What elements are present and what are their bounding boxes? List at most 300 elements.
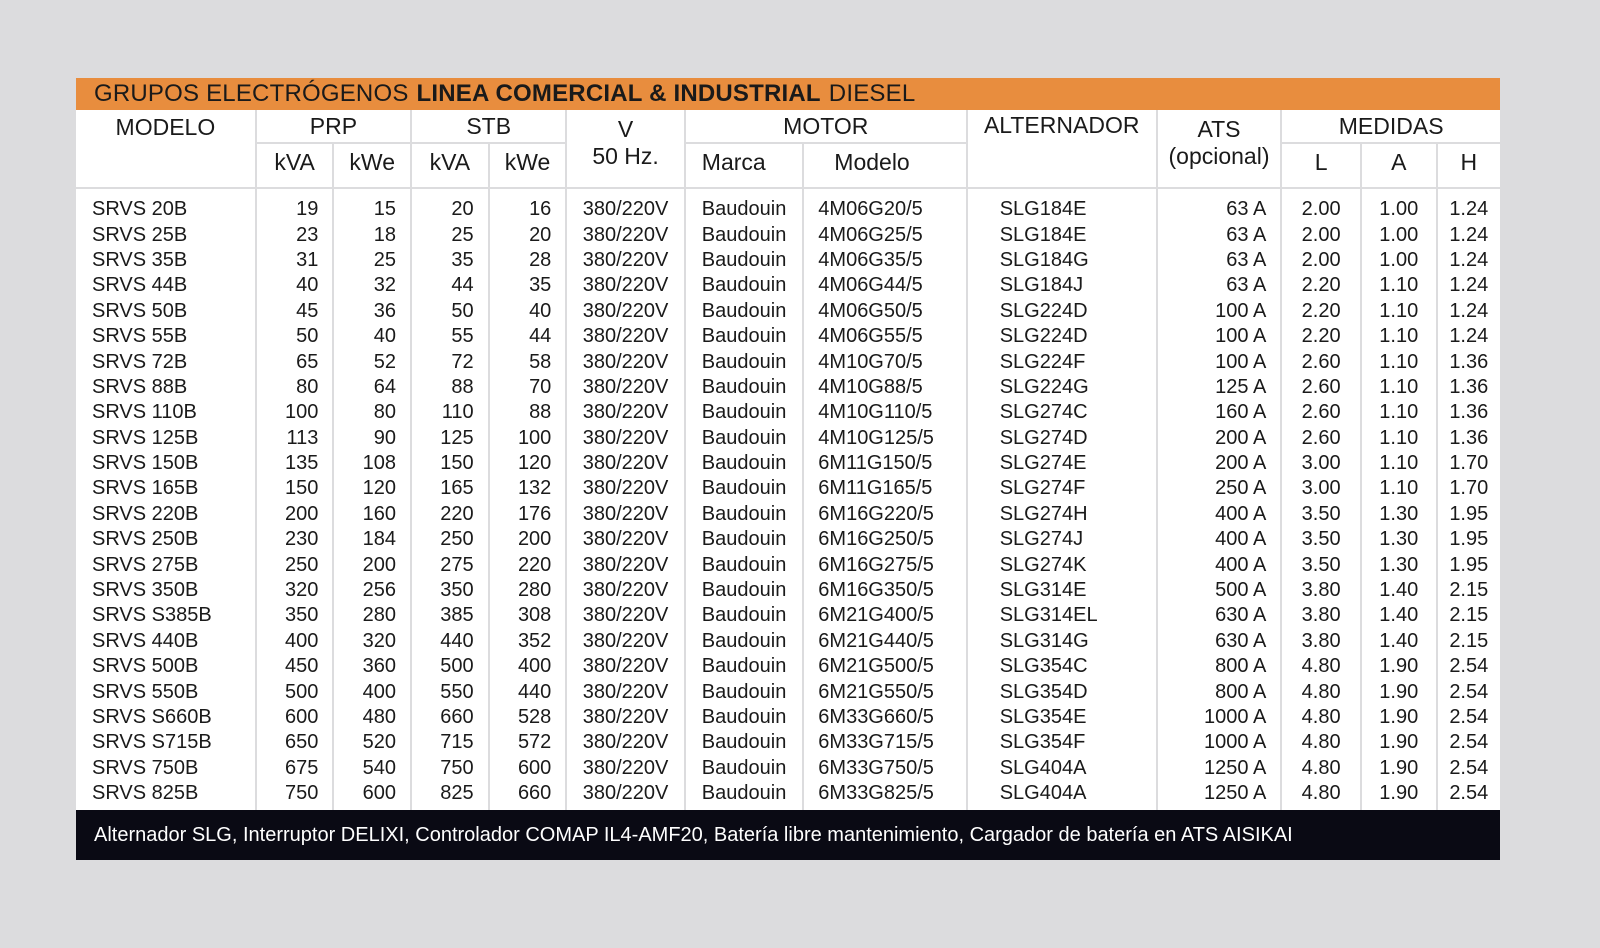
cell-l: 2.60 xyxy=(1281,375,1361,400)
cell-l: 3.00 xyxy=(1281,451,1361,476)
cell-stb-kwe: 176 xyxy=(489,502,567,527)
header-marca: Marca xyxy=(685,143,803,180)
cell-h: 1.70 xyxy=(1449,452,1489,475)
cell-alternador: SLG274C xyxy=(967,400,1157,425)
cell-alternador: SLG404A xyxy=(967,756,1157,781)
cell-stb-kva: 110 xyxy=(411,400,489,425)
cell-prp-kva: 100 xyxy=(256,400,334,425)
cell-l: 4.80 xyxy=(1281,654,1361,679)
cell-ats: 200 A xyxy=(1157,426,1282,451)
cell-h: 1.95 xyxy=(1449,553,1489,576)
cell-modelo: SRVS 550B xyxy=(76,679,256,704)
cell-marca: Baudouin xyxy=(685,375,803,400)
cell-motor-modelo: 6M33G750/5 xyxy=(803,756,966,781)
cell-prp-kwe: 108 xyxy=(333,451,411,476)
cell-stb-kwe: 440 xyxy=(489,679,567,704)
cell-motor-modelo: 6M11G150/5 xyxy=(803,451,966,476)
cell-alternador: SLG314G xyxy=(967,629,1157,654)
table-row xyxy=(76,705,1500,730)
cell-l: 2.00 xyxy=(1281,222,1361,247)
cell-l: 2.60 xyxy=(1281,400,1361,425)
cell-stb-kwe: 28 xyxy=(489,248,567,273)
cell-modelo: SRVS 750B xyxy=(76,756,256,781)
cell-marca: Baudouin xyxy=(685,222,803,247)
cell-alternador: SLG184J xyxy=(967,273,1157,298)
title-prefix: GRUPOS ELECTRÓGENOS xyxy=(94,80,409,107)
cell-h: 2.15 xyxy=(1449,579,1489,602)
table-row xyxy=(76,248,1500,273)
header-ats: ATS xyxy=(1157,110,1282,143)
cell-motor-modelo: 4M10G88/5 xyxy=(803,375,966,400)
cell-alternador: SLG274H xyxy=(967,502,1157,527)
cell-marca: Baudouin xyxy=(685,603,803,628)
cell-l: 2.20 xyxy=(1281,299,1361,324)
cell-motor-modelo: 4M10G110/5 xyxy=(803,400,966,425)
cell-modelo: SRVS S660B xyxy=(76,705,256,730)
cell-h: 1.24 xyxy=(1449,325,1489,348)
cell-h: 1.24 xyxy=(1449,198,1489,221)
table-row xyxy=(76,188,1500,222)
cell-voltage: 380/220V xyxy=(566,299,684,324)
cell-l: 3.00 xyxy=(1281,476,1361,501)
cell-marca: Baudouin xyxy=(685,426,803,451)
cell-h: 1.36 xyxy=(1449,375,1489,398)
cell-prp-kwe: 280 xyxy=(333,603,411,628)
cell-modelo: SRVS 500B xyxy=(76,654,256,679)
cell-stb-kwe: 100 xyxy=(489,426,567,451)
cell-prp-kva: 650 xyxy=(256,730,334,755)
cell-stb-kva: 55 xyxy=(411,324,489,349)
cell-l: 3.50 xyxy=(1281,502,1361,527)
cell-modelo: SRVS S715B xyxy=(76,730,256,755)
cell-h: 1.70 xyxy=(1449,477,1489,500)
cell-prp-kva: 19 xyxy=(256,188,334,222)
cell-alternador: SLG274K xyxy=(967,552,1157,577)
cell-marca: Baudouin xyxy=(685,451,803,476)
cell-stb-kwe: 280 xyxy=(489,578,567,603)
cell-stb-kva: 20 xyxy=(411,188,489,222)
cell-modelo: SRVS 440B xyxy=(76,629,256,654)
cell-modelo: SRVS S385B xyxy=(76,603,256,628)
cell-l: 2.20 xyxy=(1281,324,1361,349)
cell-marca: Baudouin xyxy=(685,349,803,374)
cell-alternador: SLG354D xyxy=(967,679,1157,704)
cell-l: 3.80 xyxy=(1281,629,1361,654)
cell-stb-kva: 125 xyxy=(411,426,489,451)
cell-voltage: 380/220V xyxy=(566,781,684,810)
cell-prp-kva: 230 xyxy=(256,527,334,552)
cell-alternador: SLG224D xyxy=(967,299,1157,324)
cell-ats: 400 A xyxy=(1157,527,1282,552)
cell-prp-kwe: 184 xyxy=(333,527,411,552)
cell-h: 1.95 xyxy=(1449,528,1489,551)
cell-a: 1.10 xyxy=(1361,400,1437,425)
table-row xyxy=(76,679,1500,704)
cell-marca: Baudouin xyxy=(685,324,803,349)
cell-stb-kwe: 20 xyxy=(489,222,567,247)
cell-voltage: 380/220V xyxy=(566,451,684,476)
cell-modelo: SRVS 250B xyxy=(76,527,256,552)
cell-voltage: 380/220V xyxy=(566,527,684,552)
cell-motor-modelo: 4M06G35/5 xyxy=(803,248,966,273)
cell-ats: 250 A xyxy=(1157,476,1282,501)
cell-prp-kva: 750 xyxy=(256,781,334,810)
cell-voltage: 380/220V xyxy=(566,679,684,704)
cell-ats: 63 A xyxy=(1157,222,1282,247)
header-modelo: MODELO xyxy=(76,110,256,180)
cell-voltage: 380/220V xyxy=(566,222,684,247)
cell-l: 3.80 xyxy=(1281,578,1361,603)
cell-voltage: 380/220V xyxy=(566,188,684,222)
cell-voltage: 380/220V xyxy=(566,756,684,781)
cell-modelo: SRVS 35B xyxy=(76,248,256,273)
cell-prp-kva: 40 xyxy=(256,273,334,298)
cell-modelo: SRVS 25B xyxy=(76,222,256,247)
cell-modelo: SRVS 220B xyxy=(76,502,256,527)
cell-motor-modelo: 6M21G550/5 xyxy=(803,679,966,704)
cell-alternador: SLG354C xyxy=(967,654,1157,679)
header-a: A xyxy=(1361,143,1437,180)
cell-modelo: SRVS 72B xyxy=(76,349,256,374)
cell-motor-modelo: 6M16G250/5 xyxy=(803,527,966,552)
cell-ats: 200 A xyxy=(1157,451,1282,476)
header-ats-sub: (opcional) xyxy=(1157,143,1282,180)
cell-ats: 100 A xyxy=(1157,299,1282,324)
header-prp-kwe: kWe xyxy=(333,143,411,180)
cell-h: 1.95 xyxy=(1449,502,1489,525)
cell-ats: 160 A xyxy=(1157,400,1282,425)
cell-stb-kva: 660 xyxy=(411,705,489,730)
cell-stb-kwe: 660 xyxy=(489,781,567,810)
cell-stb-kva: 385 xyxy=(411,603,489,628)
cell-prp-kwe: 25 xyxy=(333,248,411,273)
cell-a: 1.10 xyxy=(1361,324,1437,349)
cell-stb-kwe: 572 xyxy=(489,730,567,755)
cell-a: 1.40 xyxy=(1361,629,1437,654)
cell-stb-kwe: 600 xyxy=(489,756,567,781)
cell-prp-kwe: 540 xyxy=(333,756,411,781)
cell-prp-kwe: 32 xyxy=(333,273,411,298)
cell-stb-kwe: 70 xyxy=(489,375,567,400)
cell-prp-kva: 320 xyxy=(256,578,334,603)
cell-stb-kwe: 40 xyxy=(489,299,567,324)
cell-alternador: SLG354F xyxy=(967,730,1157,755)
cell-prp-kwe: 90 xyxy=(333,426,411,451)
cell-stb-kva: 825 xyxy=(411,781,489,810)
cell-motor-modelo: 4M10G70/5 xyxy=(803,349,966,374)
cell-l: 3.50 xyxy=(1281,552,1361,577)
cell-prp-kwe: 15 xyxy=(333,188,411,222)
cell-motor-modelo: 6M33G715/5 xyxy=(803,730,966,755)
cell-prp-kwe: 600 xyxy=(333,781,411,810)
table-row xyxy=(76,375,1500,400)
cell-prp-kva: 150 xyxy=(256,476,334,501)
cell-stb-kva: 165 xyxy=(411,476,489,501)
cell-voltage: 380/220V xyxy=(566,654,684,679)
cell-marca: Baudouin xyxy=(685,629,803,654)
cell-stb-kwe: 120 xyxy=(489,451,567,476)
cell-h: 2.15 xyxy=(1449,604,1489,627)
cell-a: 1.00 xyxy=(1361,248,1437,273)
cell-a: 1.10 xyxy=(1361,273,1437,298)
cell-modelo: SRVS 20B xyxy=(76,188,256,222)
cell-l: 2.00 xyxy=(1281,188,1361,222)
header-stb-kva: kVA xyxy=(411,143,489,180)
cell-marca: Baudouin xyxy=(685,502,803,527)
cell-a: 1.90 xyxy=(1361,654,1437,679)
table-row xyxy=(76,222,1500,247)
cell-marca: Baudouin xyxy=(685,679,803,704)
cell-a: 1.10 xyxy=(1361,451,1437,476)
cell-voltage: 380/220V xyxy=(566,705,684,730)
cell-a: 1.10 xyxy=(1361,476,1437,501)
cell-a: 1.90 xyxy=(1361,705,1437,730)
cell-stb-kva: 50 xyxy=(411,299,489,324)
cell-voltage: 380/220V xyxy=(566,349,684,374)
cell-marca: Baudouin xyxy=(685,756,803,781)
cell-voltage: 380/220V xyxy=(566,578,684,603)
cell-prp-kwe: 64 xyxy=(333,375,411,400)
cell-a: 1.30 xyxy=(1361,502,1437,527)
cell-alternador: SLG354E xyxy=(967,705,1157,730)
cell-l: 4.80 xyxy=(1281,781,1361,810)
cell-prp-kwe: 80 xyxy=(333,400,411,425)
cell-a: 1.10 xyxy=(1361,426,1437,451)
cell-alternador: SLG314EL xyxy=(967,603,1157,628)
cell-a: 1.10 xyxy=(1361,375,1437,400)
cell-alternador: SLG274F xyxy=(967,476,1157,501)
cell-ats: 800 A xyxy=(1157,654,1282,679)
cell-motor-modelo: 6M16G275/5 xyxy=(803,552,966,577)
cell-l: 3.50 xyxy=(1281,527,1361,552)
title-bold: LINEA COMERCIAL & INDUSTRIAL xyxy=(416,80,821,107)
cell-ats: 125 A xyxy=(1157,375,1282,400)
cell-h: 2.54 xyxy=(1449,782,1489,805)
cell-prp-kva: 200 xyxy=(256,502,334,527)
cell-voltage: 380/220V xyxy=(566,273,684,298)
cell-voltage: 380/220V xyxy=(566,426,684,451)
header-prp-kva: kVA xyxy=(256,143,334,180)
cell-modelo: SRVS 275B xyxy=(76,552,256,577)
cell-h: 2.54 xyxy=(1449,731,1489,754)
cell-motor-modelo: 6M16G350/5 xyxy=(803,578,966,603)
cell-stb-kwe: 35 xyxy=(489,273,567,298)
cell-alternador: SLG184G xyxy=(967,248,1157,273)
cell-prp-kwe: 200 xyxy=(333,552,411,577)
cell-modelo: SRVS 44B xyxy=(76,273,256,298)
cell-h: 1.24 xyxy=(1449,223,1489,246)
cell-marca: Baudouin xyxy=(685,552,803,577)
table-row xyxy=(76,273,1500,298)
cell-a: 1.30 xyxy=(1361,527,1437,552)
cell-prp-kva: 350 xyxy=(256,603,334,628)
cell-marca: Baudouin xyxy=(685,476,803,501)
cell-marca: Baudouin xyxy=(685,248,803,273)
table-row xyxy=(76,654,1500,679)
cell-ats: 63 A xyxy=(1157,188,1282,222)
cell-stb-kwe: 400 xyxy=(489,654,567,679)
cell-marca: Baudouin xyxy=(685,188,803,222)
cell-ats: 500 A xyxy=(1157,578,1282,603)
cell-prp-kva: 675 xyxy=(256,756,334,781)
cell-stb-kva: 35 xyxy=(411,248,489,273)
cell-prp-kwe: 256 xyxy=(333,578,411,603)
cell-voltage: 380/220V xyxy=(566,730,684,755)
cell-stb-kwe: 200 xyxy=(489,527,567,552)
cell-prp-kva: 80 xyxy=(256,375,334,400)
table-row xyxy=(76,476,1500,501)
cell-prp-kwe: 36 xyxy=(333,299,411,324)
cell-prp-kva: 113 xyxy=(256,426,334,451)
cell-l: 4.80 xyxy=(1281,730,1361,755)
cell-l: 4.80 xyxy=(1281,679,1361,704)
cell-modelo: SRVS 88B xyxy=(76,375,256,400)
header-separator xyxy=(76,180,1500,188)
cell-ats: 63 A xyxy=(1157,248,1282,273)
cell-stb-kva: 88 xyxy=(411,375,489,400)
table-row xyxy=(76,730,1500,755)
cell-motor-modelo: 6M33G825/5 xyxy=(803,781,966,810)
header-v: V xyxy=(566,110,684,143)
cell-stb-kwe: 528 xyxy=(489,705,567,730)
cell-voltage: 380/220V xyxy=(566,476,684,501)
cell-prp-kwe: 360 xyxy=(333,654,411,679)
footer-bar xyxy=(76,810,1500,860)
header-medidas: MEDIDAS xyxy=(1338,112,1444,139)
title-bar xyxy=(76,78,1500,110)
table-row xyxy=(76,451,1500,476)
table-row xyxy=(76,552,1500,577)
cell-prp-kva: 23 xyxy=(256,222,334,247)
cell-stb-kwe: 88 xyxy=(489,400,567,425)
cell-prp-kwe: 480 xyxy=(333,705,411,730)
cell-motor-modelo: 4M10G125/5 xyxy=(803,426,966,451)
cell-l: 4.80 xyxy=(1281,705,1361,730)
cell-prp-kwe: 52 xyxy=(333,349,411,374)
cell-motor-modelo: 6M11G165/5 xyxy=(803,476,966,501)
cell-ats: 1000 A xyxy=(1157,730,1282,755)
cell-prp-kva: 65 xyxy=(256,349,334,374)
cell-marca: Baudouin xyxy=(685,527,803,552)
header-v-sub: 50 Hz. xyxy=(566,143,684,180)
cell-a: 1.30 xyxy=(1361,552,1437,577)
cell-stb-kwe: 44 xyxy=(489,324,567,349)
cell-ats: 63 A xyxy=(1157,273,1282,298)
cell-l: 4.80 xyxy=(1281,756,1361,781)
cell-l: 2.60 xyxy=(1281,349,1361,374)
header-stb: STB xyxy=(411,110,566,143)
cell-prp-kva: 50 xyxy=(256,324,334,349)
cell-alternador: SLG274J xyxy=(967,527,1157,552)
cell-prp-kva: 500 xyxy=(256,679,334,704)
cell-motor-modelo: 6M21G440/5 xyxy=(803,629,966,654)
cell-voltage: 380/220V xyxy=(566,324,684,349)
cell-stb-kva: 220 xyxy=(411,502,489,527)
cell-h: 1.24 xyxy=(1449,248,1489,271)
cell-alternador: SLG224D xyxy=(967,324,1157,349)
cell-prp-kva: 45 xyxy=(256,299,334,324)
title-suffix: DIESEL xyxy=(828,80,916,107)
cell-prp-kwe: 120 xyxy=(333,476,411,501)
table-row xyxy=(76,756,1500,781)
cell-prp-kva: 600 xyxy=(256,705,334,730)
cell-marca: Baudouin xyxy=(685,730,803,755)
cell-prp-kwe: 520 xyxy=(333,730,411,755)
cell-a: 1.40 xyxy=(1361,603,1437,628)
cell-prp-kwe: 160 xyxy=(333,502,411,527)
cell-stb-kva: 500 xyxy=(411,654,489,679)
cell-stb-kwe: 352 xyxy=(489,629,567,654)
cell-h: 1.24 xyxy=(1449,299,1489,322)
cell-prp-kva: 135 xyxy=(256,451,334,476)
cell-stb-kva: 150 xyxy=(411,451,489,476)
table-row xyxy=(76,324,1500,349)
table-row xyxy=(76,781,1500,810)
cell-prp-kva: 400 xyxy=(256,629,334,654)
table-row xyxy=(76,426,1500,451)
cell-ats: 100 A xyxy=(1157,349,1282,374)
cell-stb-kwe: 220 xyxy=(489,552,567,577)
cell-voltage: 380/220V xyxy=(566,375,684,400)
cell-modelo: SRVS 125B xyxy=(76,426,256,451)
table-header xyxy=(76,110,1500,188)
cell-voltage: 380/220V xyxy=(566,603,684,628)
cell-alternador: SLG314E xyxy=(967,578,1157,603)
table-row xyxy=(76,527,1500,552)
cell-stb-kva: 440 xyxy=(411,629,489,654)
cell-motor-modelo: 4M06G44/5 xyxy=(803,273,966,298)
cell-motor-modelo: 4M06G50/5 xyxy=(803,299,966,324)
header-motor: MOTOR xyxy=(685,110,967,143)
cell-prp-kva: 250 xyxy=(256,552,334,577)
header-stb-kwe: kWe xyxy=(489,143,567,180)
header-motor-modelo: Modelo xyxy=(803,143,966,180)
table-row xyxy=(76,629,1500,654)
table-row xyxy=(76,299,1500,324)
table-row xyxy=(76,400,1500,425)
header-h: H xyxy=(1437,143,1500,180)
cell-alternador: SLG274D xyxy=(967,426,1157,451)
cell-modelo: SRVS 825B xyxy=(76,781,256,810)
header-l: L xyxy=(1281,143,1361,180)
spec-sheet xyxy=(76,78,1500,860)
cell-l: 2.60 xyxy=(1281,426,1361,451)
cell-ats: 1250 A xyxy=(1157,756,1282,781)
cell-a: 1.10 xyxy=(1361,349,1437,374)
cell-ats: 800 A xyxy=(1157,679,1282,704)
cell-h: 1.36 xyxy=(1449,426,1489,449)
cell-stb-kva: 275 xyxy=(411,552,489,577)
cell-stb-kva: 350 xyxy=(411,578,489,603)
cell-voltage: 380/220V xyxy=(566,629,684,654)
header-alternador: ALTERNADOR xyxy=(967,110,1157,180)
cell-stb-kva: 44 xyxy=(411,273,489,298)
cell-ats: 1250 A xyxy=(1157,781,1282,810)
cell-stb-kwe: 16 xyxy=(489,188,567,222)
cell-prp-kwe: 18 xyxy=(333,222,411,247)
cell-stb-kva: 250 xyxy=(411,527,489,552)
cell-a: 1.90 xyxy=(1361,730,1437,755)
cell-prp-kva: 450 xyxy=(256,654,334,679)
cell-modelo: SRVS 55B xyxy=(76,324,256,349)
cell-modelo: SRVS 50B xyxy=(76,299,256,324)
cell-ats: 1000 A xyxy=(1157,705,1282,730)
cell-motor-modelo: 4M06G55/5 xyxy=(803,324,966,349)
cell-l: 3.80 xyxy=(1281,603,1361,628)
cell-motor-modelo: 4M06G25/5 xyxy=(803,222,966,247)
cell-stb-kwe: 132 xyxy=(489,476,567,501)
cell-a: 1.90 xyxy=(1361,781,1437,810)
